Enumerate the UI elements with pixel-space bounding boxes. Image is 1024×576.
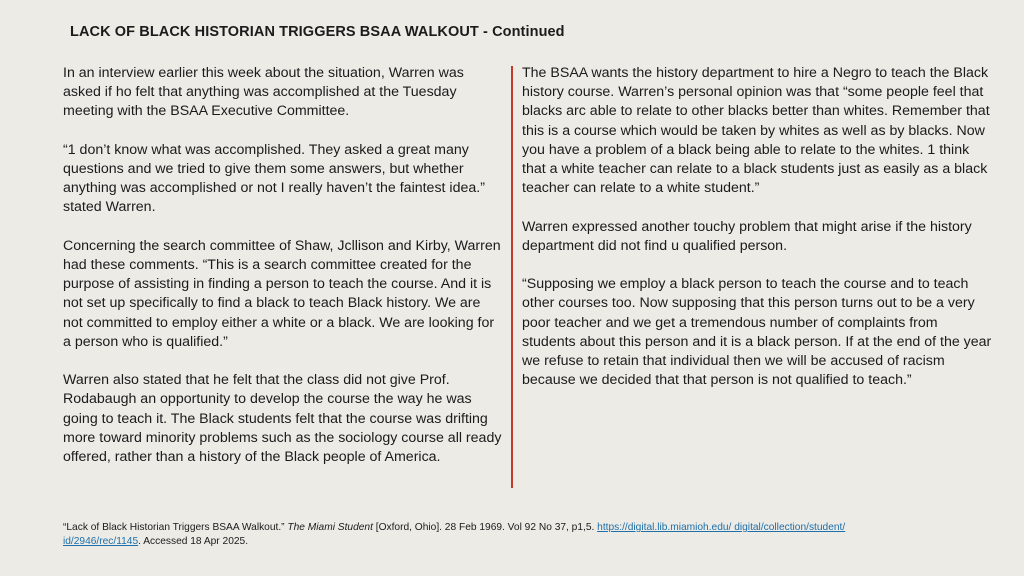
left-text-column bbox=[63, 64, 503, 486]
paragraph: Warren expressed another touchy problem that might arise if the history department did not find u qualified person. bbox=[522, 218, 972, 254]
citation-link[interactable]: https://digital.lib.miamioh.edu/ digital/collection/student/ id/2946/rec/1145 bbox=[63, 522, 846, 547]
citation-prefix: “Lack of Black Historian Triggers BSAA Walkout.” bbox=[63, 522, 288, 533]
citation bbox=[63, 521, 943, 548]
citation-details: [Oxford, Ohio]. 28 Feb 1969. Vol 92 No 37, p1,5. bbox=[372, 522, 598, 533]
paragraph: In an interview earlier this week about the situation, Warren was asked if ho felt that anything was accomplished at the Tuesday meeting with the BSAA Executive Committee. bbox=[63, 65, 464, 120]
paragraph: Concerning the search committee of Shaw, Jcllison and Kirby, Warren had these comments. “This is a search committee created for the purpose of assisting in finding a person to teach the course. And it is not set up specifically to find a black to teach Black history. We are not committed to employ either a white or a black. We are looking for a person who is qualified.” bbox=[63, 237, 501, 350]
right-text-column bbox=[522, 64, 992, 410]
citation-journal: The Miami Student bbox=[287, 522, 373, 533]
paragraph: “Supposing we employ a black person to teach the course and to teach other courses too. Now supposing that this person turns out to be a very poor teacher and we get a tremendous number of complaints from students about this person and it is a black person. If at the end of the year we refuse to retain that individual then we will be accused of racism because we decided that that person is not qualified to teach.” bbox=[522, 276, 992, 389]
column-divider bbox=[511, 66, 513, 488]
paragraph: Warren also stated that he felt that the class did not give Prof. Rodabaugh an opportunity to develop the course the way he was going to teach it. The Black students felt that the course was drifting more toward minority problems such as the sociology course all ready offered, rather than a history of the Black people of America. bbox=[63, 372, 502, 466]
paragraph: The BSAA wants the history department to hire a Negro to teach the Black history course. Warren’s personal opinion was that “some people feel that blacks arc able to relate to other blacks better than whites. Remember that this is a course which would be taken by whites as well as by blacks. Now you have a problem of a black being able to relate to the whites. 1 think that a white teacher can relate to a black students just as easily as a black teacher can relate to a white student.” bbox=[522, 65, 990, 197]
citation-accessed: . Accessed 18 Apr 2025. bbox=[138, 535, 249, 547]
page-title: LACK OF BLACK HISTORIAN TRIGGERS BSAA WALKOUT - Continued bbox=[70, 24, 565, 40]
paragraph: “1 don’t know what was accomplished. They asked a great many questions and we tried to give them some answers, but whether anything was accomplished or not I really haven’t the faintest idea.” stated Warren. bbox=[63, 141, 485, 216]
